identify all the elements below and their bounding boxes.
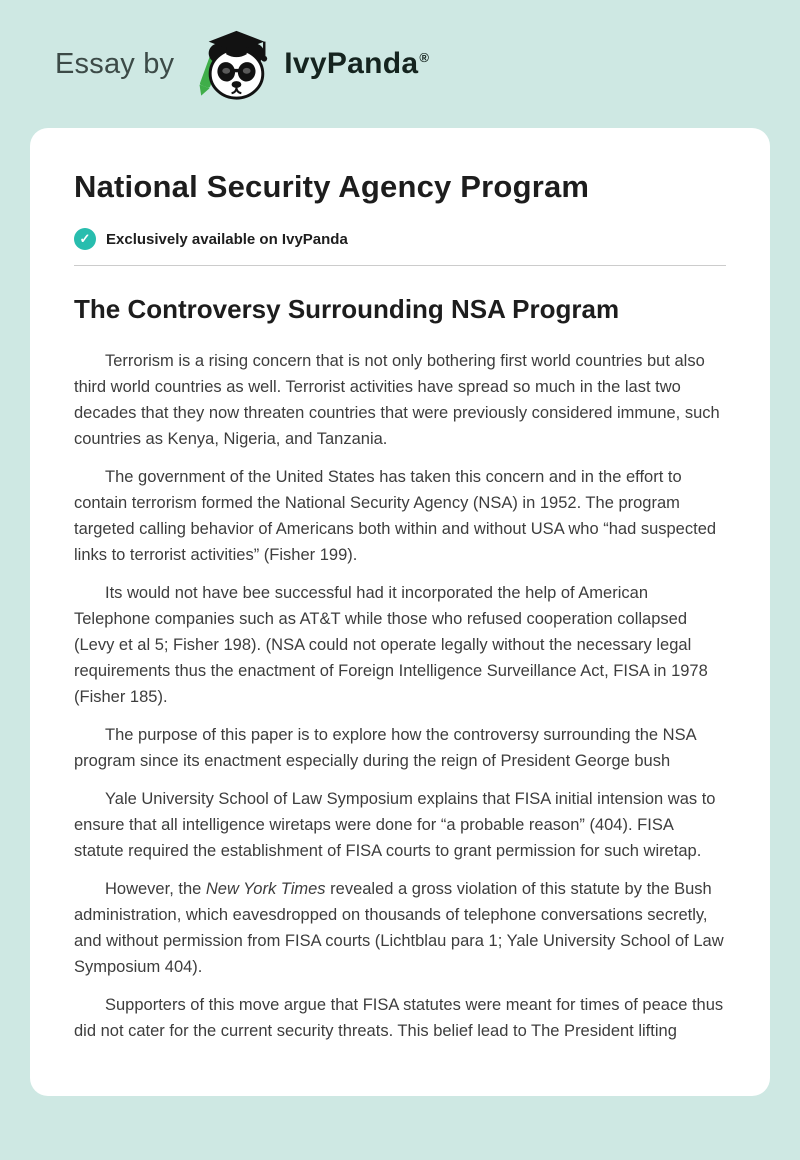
- brand-link[interactable]: [196, 23, 429, 105]
- section-heading: The Controversy Surrounding NSA Program: [74, 294, 620, 324]
- essay-paragraph: Terrorism is a rising concern that is not only bothering first world countries but also third world countries as well. Terrorist activities have spread so much in the last two decades that they now threaten countries that were previously considered immune, such countries as Kenya, Nigeria, and Tanzania.: [74, 352, 720, 448]
- page-header: [0, 0, 800, 128]
- availability-label: Exclusively available on IvyPanda: [106, 230, 348, 248]
- essay-title: National Security Agency Program: [74, 169, 590, 204]
- essay-paragraph: Its would not have bee successful had it incorporated the help of American Telephone companies such as AT&T while those who refused cooperation collapsed (Levy et al 5; Fisher 198). (NSA could not operate legally without the necessary legal requirements thus the enactment of Foreign Intelligence Surveillance Act, FISA in 1978 (Fisher 185).: [74, 584, 708, 706]
- essay-body: [74, 348, 726, 1044]
- panda-logo-icon: [196, 23, 274, 105]
- registered-mark: ®: [419, 50, 430, 65]
- essay-paragraph: Yale University School of Law Symposium explains that FISA initial intension was to ensure that all intelligence wiretaps were done for “a probable reason” (404). FISA statute required the establishment of FISA courts to grant permission for such wiretap.: [74, 790, 716, 860]
- essay-card: [30, 128, 770, 1096]
- brand-name: IvyPanda®: [284, 47, 430, 80]
- essay-paragraph: The purpose of this paper is to explore how the controversy surrounding the NSA program since its enactment especially during the reign of President George bush: [74, 726, 696, 770]
- essay-paragraph: Supporters of this move argue that FISA statutes were meant for times of peace thus did not cater for the current security threats. This belief lead to The President lifting: [74, 996, 724, 1040]
- essay-paragraph: However, the New York Times revealed a gross violation of this statute by the Bush administration, which eavesdropped on thousands of telephone conversations secretly, and without permission from FISA courts (Lichtblau para 1; Yale University School of Law Symposium 404).: [74, 880, 724, 976]
- essay-by-label: Essay by: [55, 47, 175, 80]
- essay-paragraph: The government of the United States has taken this concern and in the effort to contain terrorism formed the National Security Agency (NSA) in 1952. The program targeted calling behavior of Americans both within and without USA who “had suspected links to terrorist activities” (Fisher 199).: [74, 468, 717, 564]
- availability-badge: [74, 228, 726, 250]
- divider: [74, 265, 726, 266]
- check-icon: ✓: [74, 228, 96, 250]
